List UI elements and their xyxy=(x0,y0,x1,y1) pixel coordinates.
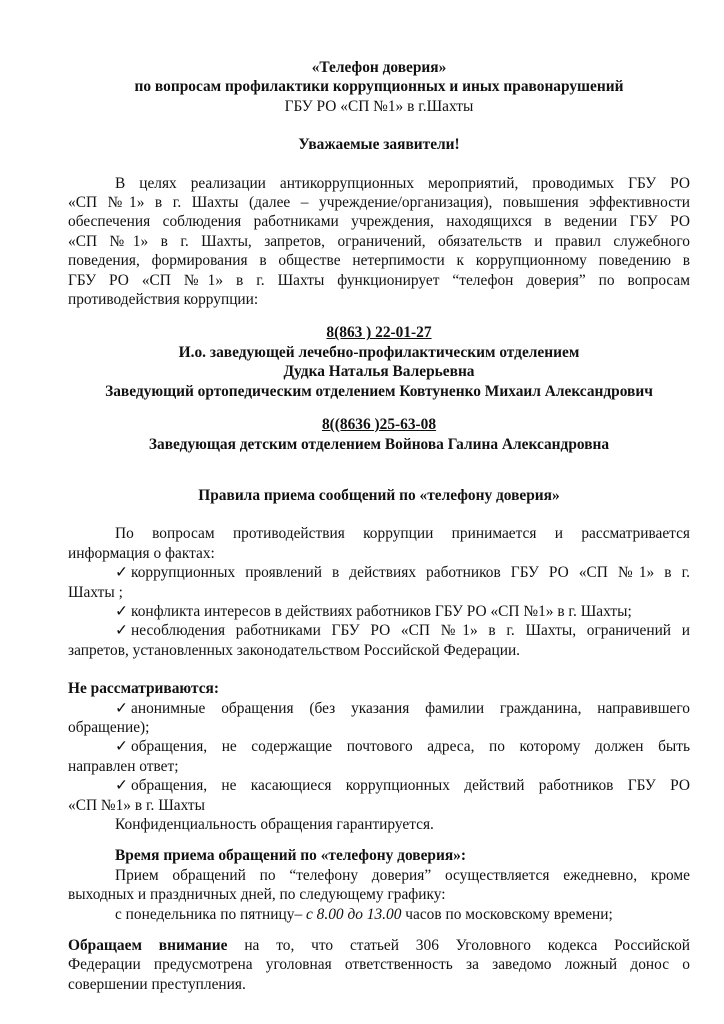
list-item: ✓ несоблюдения работниками ГБУ РО «СП №1» в г. Шахты, ограничений и xyxy=(115,622,690,640)
checkmark-icon: ✓ xyxy=(115,738,128,756)
notice-line: Федерации предусмотрена уголовная ответственность за заведомо ложный донос о xyxy=(68,956,690,974)
rules-intro-line: информация о фактах: xyxy=(68,544,215,562)
checkmark-icon: ✓ xyxy=(115,564,128,582)
intro-line: ГБУ РО «СП №1» в г. Шахты функционирует “телефон доверия” по вопросам xyxy=(68,271,690,289)
notice-section xyxy=(68,936,690,994)
confidential-note: Конфиденциальность обращения гарантируется. xyxy=(115,816,434,833)
schedule-line: выходных и праздничных дней, по следующему графику: xyxy=(68,886,446,904)
notice-line: совершении преступления. xyxy=(68,975,246,993)
schedule-line: Прием обращений по “телефону доверия” осуществляется ежедневно, кроме xyxy=(115,866,690,884)
phone-number[interactable]: 8((8636 )25-63-08 xyxy=(321,416,437,434)
list-item-cont: направлен ответ; xyxy=(68,757,179,775)
list-item-cont: «СП №1» в г. Шахты xyxy=(68,796,205,814)
not-considered-title: Не рассматриваются: xyxy=(68,680,220,698)
intro-line: обеспечения соблюдения работниками учреждения, находящихся в ведении ГБУ РО xyxy=(68,213,690,231)
list-item: ✓ обращения, не касающиеся коррупционных действий работников ГБУ РО xyxy=(115,777,690,795)
intro-paragraph xyxy=(68,174,690,310)
intro-line: противодействия коррупции: xyxy=(68,291,259,309)
doc-subtitle: по вопросам профилактики коррупционных и иных правонарушений xyxy=(134,78,624,96)
notice-line: Обращаем внимание на то, что статьей 306 Уголовного кодекса Российской xyxy=(68,937,690,955)
contact-position: И.о. заведующей лечебно-профилактическим отделением xyxy=(178,343,580,361)
intro-line: «СП №1» в г. Шахты, запретов, ограничений, обязательств и правил служебного xyxy=(68,232,690,250)
greeting: Уважаемые заявители! xyxy=(298,136,460,154)
rules-title: Правила приема сообщений по «телефону доверия» xyxy=(198,486,560,504)
checkmark-icon: ✓ xyxy=(115,622,128,640)
checkmark-icon: ✓ xyxy=(115,699,128,717)
contact-position: Заведующая детским отделением Войнова Галина Александровна xyxy=(148,435,610,453)
checkmark-icon: ✓ xyxy=(115,602,128,620)
list-item-cont: запретов, установленных законодательством Российской Федерации. xyxy=(68,641,521,659)
phone-number[interactable]: 8(863 ) 22-01-27 xyxy=(326,324,432,342)
list-item: ✓ обращения, не содержащие почтового адреса, по которому должен быть xyxy=(115,738,690,756)
list-item-cont: обращение); xyxy=(68,718,150,736)
list-item: ✓ конфликта интересов в действиях работников ГБУ РО «СП №1» в г. Шахты; xyxy=(115,602,632,620)
list-item: ✓ коррупционных проявлений в действиях работников ГБУ РО «СП №1» в г. xyxy=(115,564,690,582)
contact-position: Заведующий ортопедическим отделением Ковтуненко Михаил Александрович xyxy=(105,382,653,400)
notice-bold: Обращаем внимание xyxy=(68,937,228,955)
intro-line: «СП №1» в г. Шахты (далее – учреждение/организация), повышения эффективности xyxy=(68,194,690,212)
rules-section xyxy=(68,524,690,660)
checkmark-icon: ✓ xyxy=(115,777,128,795)
list-item-cont: Шахты ; xyxy=(68,583,123,601)
contact-name: Дудка Наталья Валерьевна xyxy=(283,363,475,381)
intro-line: поведения, формирования в обществе нетерпимости к коррупционному поведению в xyxy=(68,252,690,270)
doc-title: «Телефон доверия» xyxy=(311,59,447,76)
schedule-section xyxy=(68,866,690,924)
intro-line: В целях реализации антикоррупционных мероприятий, проводимых ГБУ РО xyxy=(115,174,690,192)
schedule-hours: с понедельника по пятницу– с 8.00 до 13.00 часов по московскому времени; xyxy=(115,905,613,923)
list-item: ✓ анонимные обращения (без указания фамилии гражданина, направившего xyxy=(115,699,690,717)
schedule-title: Время приема обращений по «телефону доверия»: xyxy=(115,847,467,865)
not-considered-section xyxy=(68,699,690,835)
document-page xyxy=(68,58,690,994)
rules-intro-line: По вопросам противодействия коррупции принимается и рассматривается xyxy=(115,525,690,543)
doc-org: ГБУ РО «СП №1» в г.Шахты xyxy=(284,97,474,115)
